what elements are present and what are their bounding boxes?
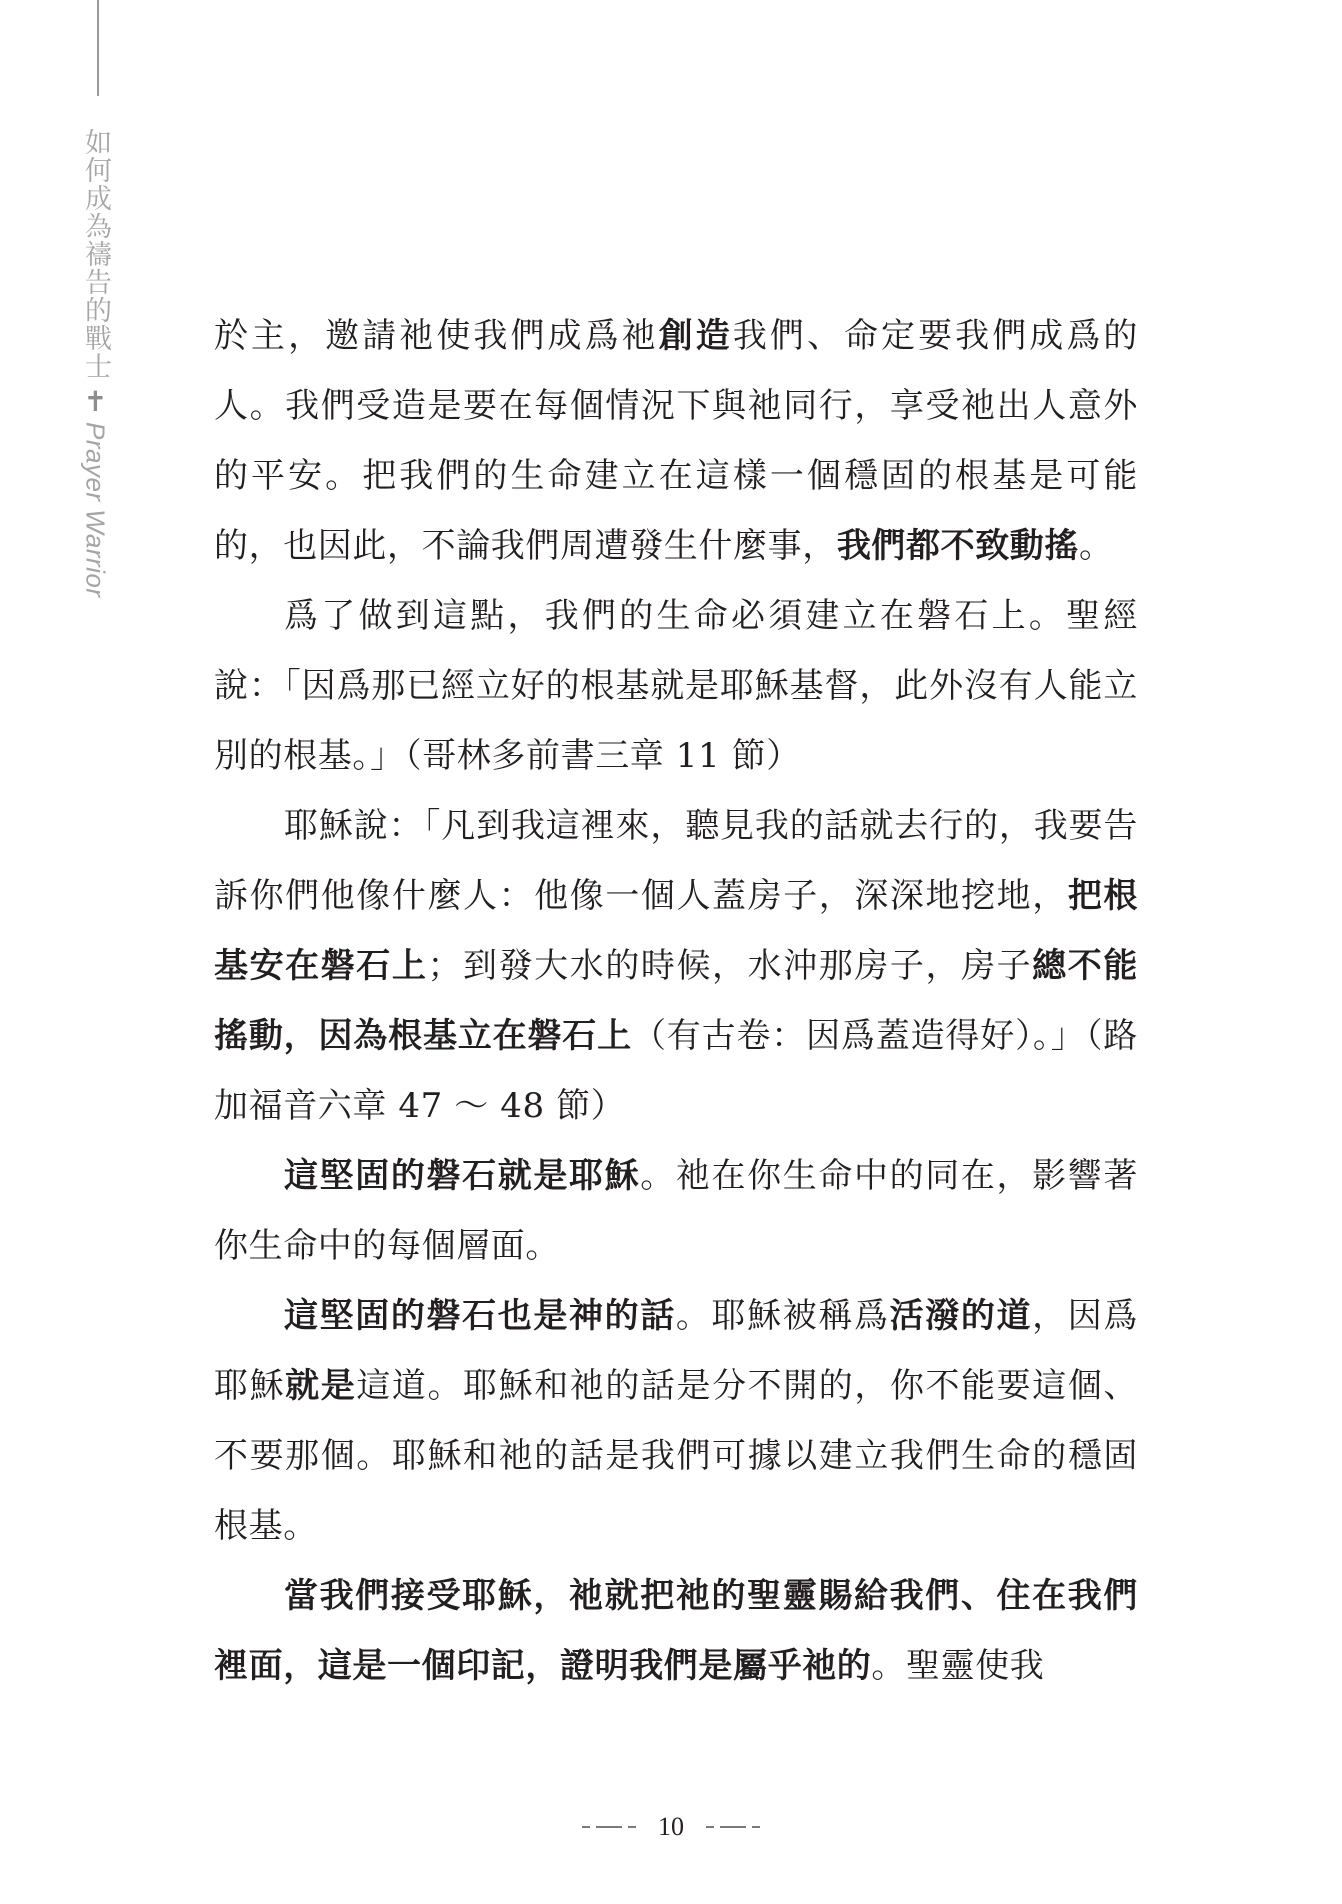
bold-text-segment: 把根基安在磐石上	[214, 876, 1139, 986]
text-segment: ；到發大水的時候，水沖那房子，房子	[427, 946, 1033, 986]
page-number: 10	[658, 1812, 684, 1841]
text-segment: 爲了做到這點，我們的生命必須建立在磐石上。聖經說：「因爲那已經立好的根基就是耶穌基督，此外沒有人能立別的根基。」（哥林多前書三章 11 節）	[214, 596, 1138, 776]
cross-icon: ✝	[83, 385, 108, 418]
ornament-left	[582, 1826, 636, 1828]
ornament-right	[706, 1826, 760, 1828]
text-segment: 我們、命定要我們成爲的人。我們受造是要在每個情況下與祂同行，享受祂出人意外的平安。把我們的生命建立在這樣一個穩固的根基是可能的，也因此，不論我們周遭發生什麼事，	[214, 316, 1139, 566]
book-title: 如何成為禱告的戰士	[80, 128, 111, 380]
text-segment: （有古卷：因爲蓋造得好）。」（路加福音六章 47 ～ 48 節）	[214, 1016, 1138, 1126]
header-rule	[97, 0, 99, 96]
text-segment: 於主，邀請祂使我們成爲祂	[214, 316, 659, 356]
text-segment: 這道。耶穌和祂的話是分不開的，你不能要這個、不要那個。耶穌和祂的話是我們可據以建立我們生命的穩固根基。	[214, 1366, 1138, 1546]
bold-text-segment: 活潑的道	[889, 1296, 1033, 1336]
bold-text-segment: 創造	[658, 316, 733, 356]
body-text	[214, 301, 1138, 1701]
page-footer	[0, 1812, 1342, 1842]
paragraph	[214, 581, 1138, 791]
bold-text-segment: 這堅固的磐石也是神的話	[284, 1296, 676, 1336]
bold-text-segment: 就是	[285, 1366, 357, 1406]
bold-text-segment: 當我們接受耶穌，祂就把祂的聖靈賜給我們、住在我們裡面，這是一個印記，證明我們是屬乎祂的	[214, 1576, 1138, 1686]
bold-text-segment: 總不能搖動，因為根基立在磐石上	[214, 946, 1138, 1056]
text-segment: 。祂在你生命中的同在，影響著你生命中的每個層面。	[214, 1156, 1139, 1266]
paragraph	[214, 1141, 1138, 1281]
paragraph	[214, 1281, 1138, 1561]
paragraph	[214, 791, 1138, 1141]
book-title-english: Prayer Warrior	[80, 422, 111, 598]
running-head	[82, 128, 109, 598]
bold-text-segment: 這堅固的磐石就是耶穌	[284, 1156, 641, 1196]
text-segment: ，因爲耶穌	[214, 1296, 1138, 1406]
text-segment: 耶穌說：「凡到我這裡來，聽見我的話就去行的，我要告訴你們他像什麼人：他像一個人蓋房子，深深地挖地，	[214, 806, 1138, 916]
paragraph	[214, 1561, 1138, 1701]
text-segment: 。聖靈使我	[871, 1646, 1045, 1686]
text-segment: 。	[1079, 526, 1114, 566]
text-segment: 。耶穌被稱爲	[675, 1296, 890, 1336]
bold-text-segment: 我們都不致動搖	[836, 526, 1080, 566]
paragraph	[214, 301, 1138, 581]
